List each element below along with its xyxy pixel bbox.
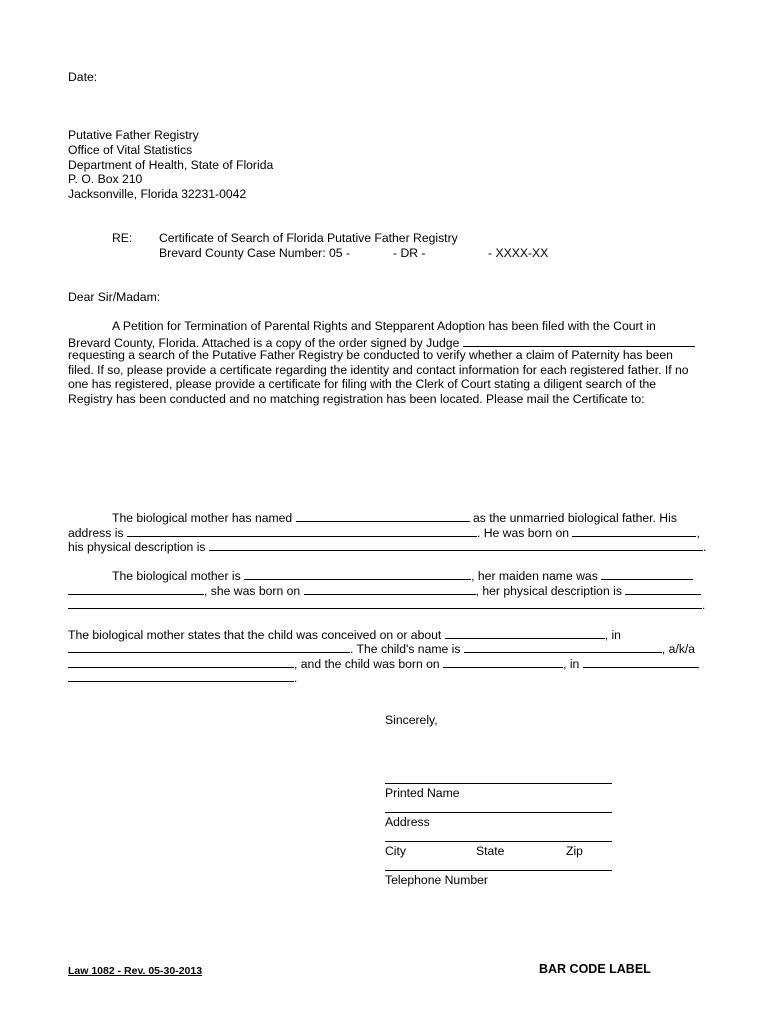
para3-line (68, 596, 705, 613)
para4-text: , in (604, 628, 621, 642)
child-aka-field[interactable] (68, 655, 294, 668)
closing: Sincerely, (385, 713, 438, 727)
state-label: State (476, 844, 505, 858)
para4-text: , in (563, 657, 580, 671)
mother-birthdate-field[interactable] (304, 582, 476, 595)
para2-text: as the unmarried biological father. His (473, 511, 677, 525)
telephone-label: Telephone Number (385, 873, 488, 887)
mother-maiden-name-field[interactable] (601, 567, 693, 580)
para1-line: requesting a search of the Putative Father Registry be conducted to verify whether a claim of Paternity has been (68, 348, 673, 362)
para1-line: filed. If so, please provide a certificate regarding the identity and contact information for each registered father. If no (68, 363, 689, 377)
salutation: Dear Sir/Madam: (68, 290, 161, 304)
para4-text: The biological mother states that the child was conceived on or about (68, 628, 442, 642)
address-line: P. O. Box 210 (68, 172, 143, 186)
para1-line: one has registered, please provide a certificate for filing with the Clerk of Court stating a diligent search of the (68, 377, 657, 391)
para3-text: , she was born on (204, 584, 301, 598)
mother-description-field-cont[interactable] (68, 596, 702, 609)
para3-text: , her maiden name was (471, 569, 598, 583)
para4-text: , and the child was born on (294, 657, 440, 671)
address-label: Address (385, 815, 430, 829)
father-name-field[interactable] (296, 509, 470, 522)
child-birthdate-field[interactable] (443, 655, 563, 668)
para3-text: . (702, 598, 706, 612)
para1-line: Registry has been conducted and no matching registration has been located. Please mail the Certificate to: (68, 392, 645, 406)
case-number-prefix: Brevard County Case Number: 05 - (159, 246, 351, 260)
printed-name-label: Printed Name (385, 786, 460, 800)
address-line-field[interactable] (385, 812, 612, 813)
father-address-field[interactable] (127, 524, 477, 537)
para1-text: Brevard County, Florida. Attached is a copy of the order signed by Judge (68, 336, 460, 350)
mother-description-field[interactable] (625, 582, 701, 595)
conception-date-field[interactable] (445, 626, 605, 639)
city-state-zip-line[interactable] (385, 841, 612, 842)
re-subject: Certificate of Search of Florida Putative Father Registry (159, 231, 458, 245)
city-label: City (385, 844, 406, 858)
father-description-field[interactable] (209, 538, 703, 551)
para3-text: The biological mother is (112, 569, 241, 583)
barcode-label: BAR CODE LABEL (539, 962, 651, 976)
para2-line (68, 538, 706, 555)
para4-text: , a/k/a (661, 642, 696, 656)
address-line: Jacksonville, Florida 32231-0042 (68, 187, 247, 201)
para2-text: his physical description is (68, 540, 206, 554)
printed-name-line[interactable] (385, 783, 612, 784)
telephone-line[interactable] (385, 870, 612, 871)
judge-name-field[interactable] (463, 334, 695, 347)
father-birthdate-field[interactable] (572, 524, 696, 537)
address-line: Department of Health, State of Florida (68, 158, 274, 172)
case-number-suffix: - XXXX-XX (488, 246, 549, 260)
child-name-field[interactable] (464, 640, 662, 653)
para1-line: A Petition for Termination of Parental Rights and Stepparent Adoption has been filed with the Court in (112, 319, 656, 333)
conception-place-field[interactable] (68, 640, 350, 653)
form-id: Law 1082 - Rev. 05-30-2013 (68, 965, 203, 977)
zip-label: Zip (566, 844, 583, 858)
child-birthplace-field[interactable] (583, 655, 699, 668)
case-number-mid: - DR - (393, 246, 426, 260)
para2-text: address is (68, 526, 124, 540)
para4-text: . (294, 671, 298, 685)
mother-name-field[interactable] (244, 567, 471, 580)
para4-line (68, 669, 297, 686)
address-line: Putative Father Registry (68, 128, 199, 142)
address-line: Office of Vital Statistics (68, 143, 193, 157)
child-birthplace-field-cont[interactable] (68, 669, 294, 682)
para2-text: . (702, 540, 707, 554)
para4-text: . The child's name is (350, 642, 461, 656)
para2-text: . He was born on (476, 526, 570, 540)
mother-maiden-name-field-cont[interactable] (68, 582, 204, 595)
para3-text: , her physical description is (475, 584, 622, 598)
date-label: Date: (68, 70, 98, 84)
re-label: RE: (112, 231, 133, 245)
para2-text: , (696, 526, 700, 540)
para2-text: The biological mother has named (112, 511, 293, 525)
